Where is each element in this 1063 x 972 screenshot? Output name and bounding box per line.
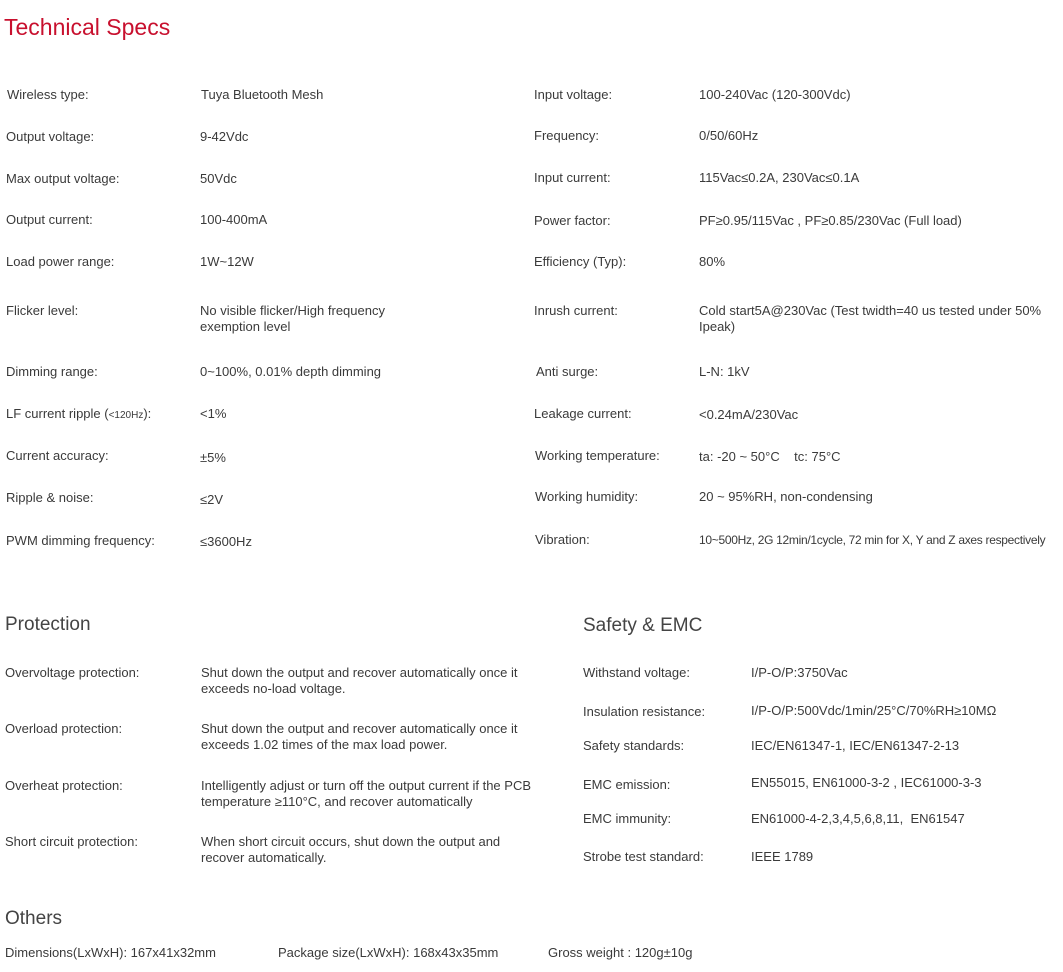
spec-value-efficiency: 80%: [699, 254, 726, 269]
spec-label-lf-current-ripple-tail: ):: [143, 406, 152, 421]
protection-value-overload: Shut down the output and recover automatically once it exceeds 1.02 times of the max load power.: [201, 721, 518, 752]
spec-value-pwm-dimming-frequency: ≤3600Hz: [200, 534, 252, 549]
spec-label-efficiency: Efficiency (Typ):: [534, 254, 627, 269]
spec-label-wireless-type: Wireless type:: [7, 87, 89, 102]
spec-label-pwm-dimming-frequency: PWM dimming frequency:: [6, 533, 155, 548]
spec-value-working-humidity: 20 ~ 95%RH, non-condensing: [699, 489, 873, 504]
protection-value-overheat: Intelligently adjust or turn off the output current if the PCB temperature ≥110°C, and recover automatically: [201, 778, 532, 809]
spec-value-current-accuracy: ±5%: [200, 450, 226, 465]
spec-value-frequency: 0/50/60Hz: [699, 128, 759, 143]
safety-label-insulation-resistance: Insulation resistance:: [583, 704, 706, 719]
safety-label-withstand-voltage: Withstand voltage:: [583, 665, 690, 680]
safety-value-emc-immunity: EN61000-4-2,3,4,5,6,8,11, EN61547: [751, 811, 965, 826]
spec-label-lf-current-ripple-range: <120Hz: [108, 410, 144, 421]
safety-label-emc-immunity: EMC immunity:: [583, 811, 672, 826]
others-heading: Others: [5, 908, 63, 929]
safety-value-insulation-resistance: I/P-O/P:500Vdc/1min/25°C/70%RH≥10MΩ: [751, 703, 997, 718]
protection-label-short-circuit: Short circuit protection:: [5, 834, 138, 849]
safety-value-emc-emission: EN55015, EN61000-3-2 , IEC61000-3-3: [751, 775, 982, 790]
safety-label-emc-emission: EMC emission:: [583, 777, 671, 792]
spec-label-lf-current-ripple: [6, 406, 151, 424]
spec-label-output-voltage: Output voltage:: [6, 129, 95, 144]
spec-label-output-current: Output current:: [6, 212, 93, 227]
others-dimensions: Dimensions(LxWxH): 167x41x32mm: [5, 945, 216, 960]
spec-value-input-voltage: 100-240Vac (120-300Vdc): [699, 87, 851, 102]
spec-label-leakage-current: Leakage current:: [534, 406, 632, 421]
spec-value-input-current: 115Vac≤0.2A, 230Vac≤0.1A: [699, 170, 860, 185]
spec-label-lf-current-ripple-text: LF current ripple (: [6, 406, 109, 421]
protection-value-overvoltage: Shut down the output and recover automatically once it exceeds no-load voltage.: [201, 665, 518, 696]
protection-label-overheat: Overheat protection:: [5, 778, 123, 793]
spec-label-flicker-level: Flicker level:: [6, 303, 79, 318]
protection-label-overvoltage: Overvoltage protection:: [5, 665, 140, 680]
spec-label-inrush-current: Inrush current:: [534, 303, 618, 318]
spec-label-working-temperature: Working temperature:: [535, 448, 660, 463]
others-gross-weight: Gross weight : 120g±10g: [548, 945, 693, 960]
safety-value-safety-standards: IEC/EN61347-1, IEC/EN61347-2-13: [751, 738, 960, 753]
spec-label-anti-surge: Anti surge:: [536, 364, 599, 379]
spec-value-anti-surge: L-N: 1kV: [699, 364, 750, 379]
spec-label-max-output-voltage: Max output voltage:: [6, 171, 120, 186]
safety-emc-heading: Safety & EMC: [583, 615, 703, 636]
spec-value-power-factor: PF≥0.95/115Vac , PF≥0.85/230Vac (Full load): [699, 213, 962, 228]
spec-value-inrush-current: Cold start5A@230Vac (Test twidth=40 us tested under 50% Ipeak): [699, 303, 1042, 334]
spec-value-output-voltage: 9-42Vdc: [200, 129, 249, 144]
spec-value-ripple-noise: ≤2V: [200, 492, 224, 507]
spec-label-dimming-range: Dimming range:: [6, 364, 98, 379]
protection-value-short-circuit: When short circuit occurs, shut down the output and recover automatically.: [201, 834, 501, 865]
spec-value-lf-current-ripple: <1%: [200, 406, 227, 421]
safety-label-strobe-test: Strobe test standard:: [583, 849, 704, 864]
spec-label-ripple-noise: Ripple & noise:: [6, 490, 94, 505]
spec-label-input-voltage: Input voltage:: [534, 87, 613, 102]
protection-label-overload: Overload protection:: [5, 721, 123, 736]
spec-value-flicker-level: No visible flicker/High frequency exemption level: [200, 303, 385, 334]
spec-value-working-temperature: ta: -20 ~ 50°C tc: 75°C: [699, 449, 841, 464]
page-title: Technical Specs: [4, 14, 171, 40]
spec-value-max-output-voltage: 50Vdc: [200, 171, 237, 186]
spec-label-working-humidity: Working humidity:: [535, 489, 639, 504]
spec-value-vibration: 10~500Hz, 2G 12min/1cycle, 72 min for X, Y and Z axes respectively: [699, 533, 1046, 547]
spec-label-load-power-range: Load power range:: [6, 254, 115, 269]
protection-heading: Protection: [5, 614, 91, 635]
safety-label-safety-standards: Safety standards:: [583, 738, 685, 753]
spec-label-current-accuracy: Current accuracy:: [6, 448, 109, 463]
safety-value-strobe-test: IEEE 1789: [751, 849, 814, 864]
spec-label-input-current: Input current:: [534, 170, 611, 185]
spec-label-frequency: Frequency:: [534, 128, 600, 143]
spec-value-leakage-current: <0.24mA/230Vac: [699, 407, 799, 422]
spec-value-wireless-type: Tuya Bluetooth Mesh: [201, 87, 324, 102]
others-package-size: Package size(LxWxH): 168x43x35mm: [278, 945, 499, 960]
spec-value-load-power-range: 1W~12W: [200, 254, 254, 269]
spec-label-vibration: Vibration:: [535, 532, 590, 547]
spec-value-output-current: 100-400mA: [200, 212, 268, 227]
spec-value-dimming-range: 0~100%, 0.01% depth dimming: [200, 364, 382, 379]
safety-value-withstand-voltage: I/P-O/P:3750Vac: [751, 665, 848, 680]
spec-label-power-factor: Power factor:: [534, 213, 611, 228]
